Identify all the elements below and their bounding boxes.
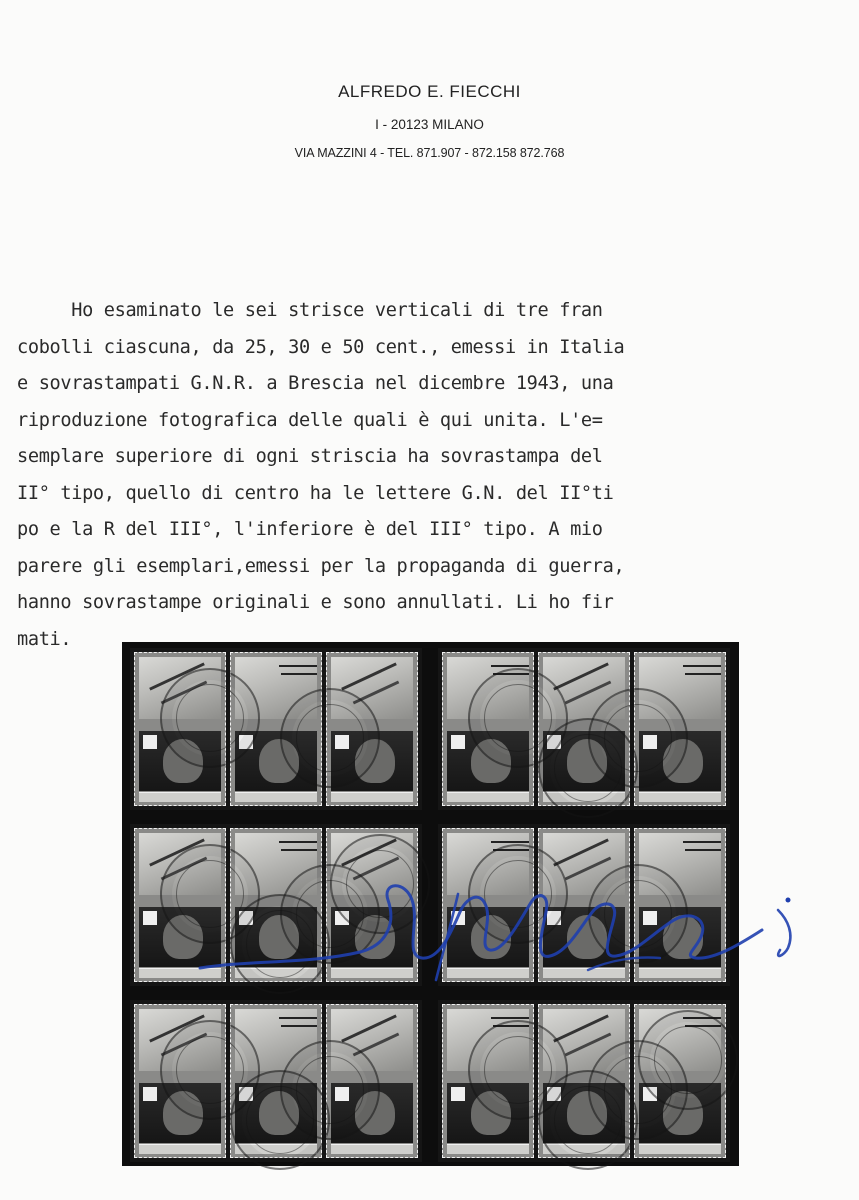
letterhead-address: VIA MAZZINI 4 - TEL. 871.907 - 872.158 872.768 bbox=[294, 146, 565, 160]
text-line: po e la R del III°, l'inferiore è del III° tipo. A mio bbox=[17, 519, 603, 540]
postmark bbox=[280, 688, 380, 788]
text-line: semplare superiore di ogni striscia ha sovrastampa del bbox=[17, 446, 603, 467]
postmark bbox=[638, 1010, 738, 1110]
stamp-block bbox=[130, 1000, 422, 1162]
text-line: II° tipo, quello di centro ha le lettere G.N. del II°ti bbox=[17, 483, 614, 504]
postmark bbox=[538, 1070, 638, 1170]
text-line: parere gli esemplari,emessi per la propaganda di guerra, bbox=[17, 556, 625, 577]
text-line: cobolli ciascuna, da 25, 30 e 50 cent., emessi in Italia bbox=[17, 337, 625, 358]
text-line: e sovrastampati G.N.R. a Brescia nel dicembre 1943, una bbox=[17, 373, 614, 394]
text-line: Ho esaminato le sei strisce verticali di tre fran bbox=[17, 300, 603, 321]
letterhead-city: I - 20123 MILANO bbox=[375, 117, 484, 132]
letterhead-name: ALFREDO E. FIECCHI bbox=[338, 82, 521, 101]
stamp-block bbox=[438, 648, 730, 810]
postmark bbox=[230, 1070, 330, 1170]
text-line: hanno sovrastampe originali e sono annullati. Li ho fir bbox=[17, 592, 614, 613]
text-line: riproduzione fotografica delle quali è qui unita. L'e= bbox=[17, 410, 603, 431]
stamp-block bbox=[438, 1000, 730, 1162]
text-line: mati. bbox=[17, 629, 72, 650]
postmark bbox=[160, 668, 260, 768]
postmark bbox=[538, 718, 638, 818]
signature-image bbox=[190, 860, 830, 990]
stamp-block bbox=[130, 648, 422, 810]
